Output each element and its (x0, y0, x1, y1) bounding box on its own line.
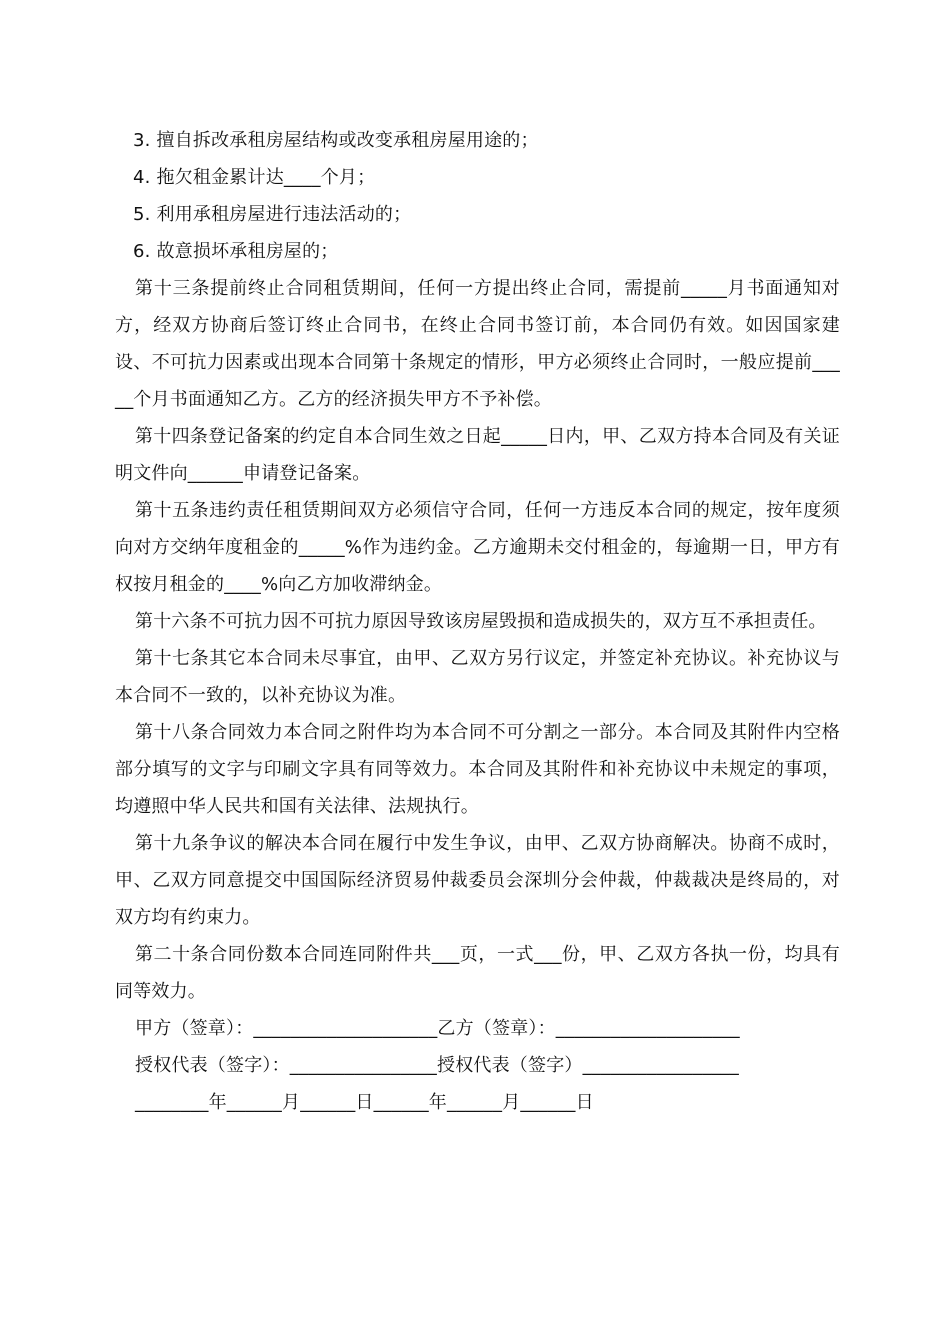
signature-date-line: ________年______月______日______年______月______日 (135, 1092, 594, 1113)
article-19: 第十九条争议的解决本合同在履行中发生争议，由甲、乙双方协商解决。协商不成时，甲、乙双方同意提交中国国际经济贸易仲裁委员会深圳分会仲裁，仲裁裁决是终局的，对双方均有约束力。 (115, 833, 840, 928)
article-20: 第二十条合同份数本合同连同附件共___页，一式___份，甲、乙双方各执一份，均具有同等效力。 (115, 944, 840, 1002)
article-16: 第十六条不可抗力因不可抗力原因导致该房屋毁损和造成损失的，双方互不承担责任。 (135, 611, 827, 632)
contract-body (115, 122, 840, 1121)
list-item-3: 3. 擅自拆改承租房屋结构或改变承租房屋用途的； (133, 130, 539, 151)
list-item-6: 6. 故意损坏承租房屋的； (133, 241, 339, 262)
article-15: 第十五条违约责任租赁期间双方必须信守合同，任何一方违反本合同的规定，按年度须向对方交纳年度租金的_____%作为违约金。乙方逾期未交付租金的，每逾期一日，甲方有权按月租金的____%向乙方加收滞纳金。 (115, 500, 840, 595)
article-14: 第十四条登记备案的约定自本合同生效之日起_____日内，甲、乙双方持本合同及有关证明文件向______申请登记备案。 (115, 426, 840, 484)
article-18: 第十八条合同效力本合同之附件均为本合同不可分割之一部分。本合同及其附件内空格部分填写的文字与印刷文字具有同等效力。本合同及其附件和补充协议中未规定的事项，均遵照中华人民共和国有关法律、法规执行。 (115, 722, 840, 817)
list-item-5: 5. 利用承租房屋进行违法活动的； (133, 204, 412, 225)
list-item-4: 4. 拖欠租金累计达____个月； (133, 167, 376, 188)
signature-party-line: 甲方（签章）：____________________乙方（签章）：____________________ (135, 1018, 740, 1039)
article-17: 第十七条其它本合同未尽事宜，由甲、乙双方另行议定，并签定补充协议。补充协议与本合同不一致的，以补充协议为准。 (115, 648, 840, 706)
signature-representative-line: 授权代表（签字）：________________授权代表（签字）_________________ (135, 1055, 739, 1076)
article-13: 第十三条提前终止合同租赁期间，任何一方提出终止合同，需提前_____月书面通知对方，经双方协商后签订终止合同书，在终止合同书签订前，本合同仍有效。如因国家建设、不可抗力因素或出现本合同第十条规定的情形，甲方必须终止合同时，一般应提前_____个月书面通知乙方。乙方的经济损失甲方不予补偿。 (115, 278, 840, 410)
